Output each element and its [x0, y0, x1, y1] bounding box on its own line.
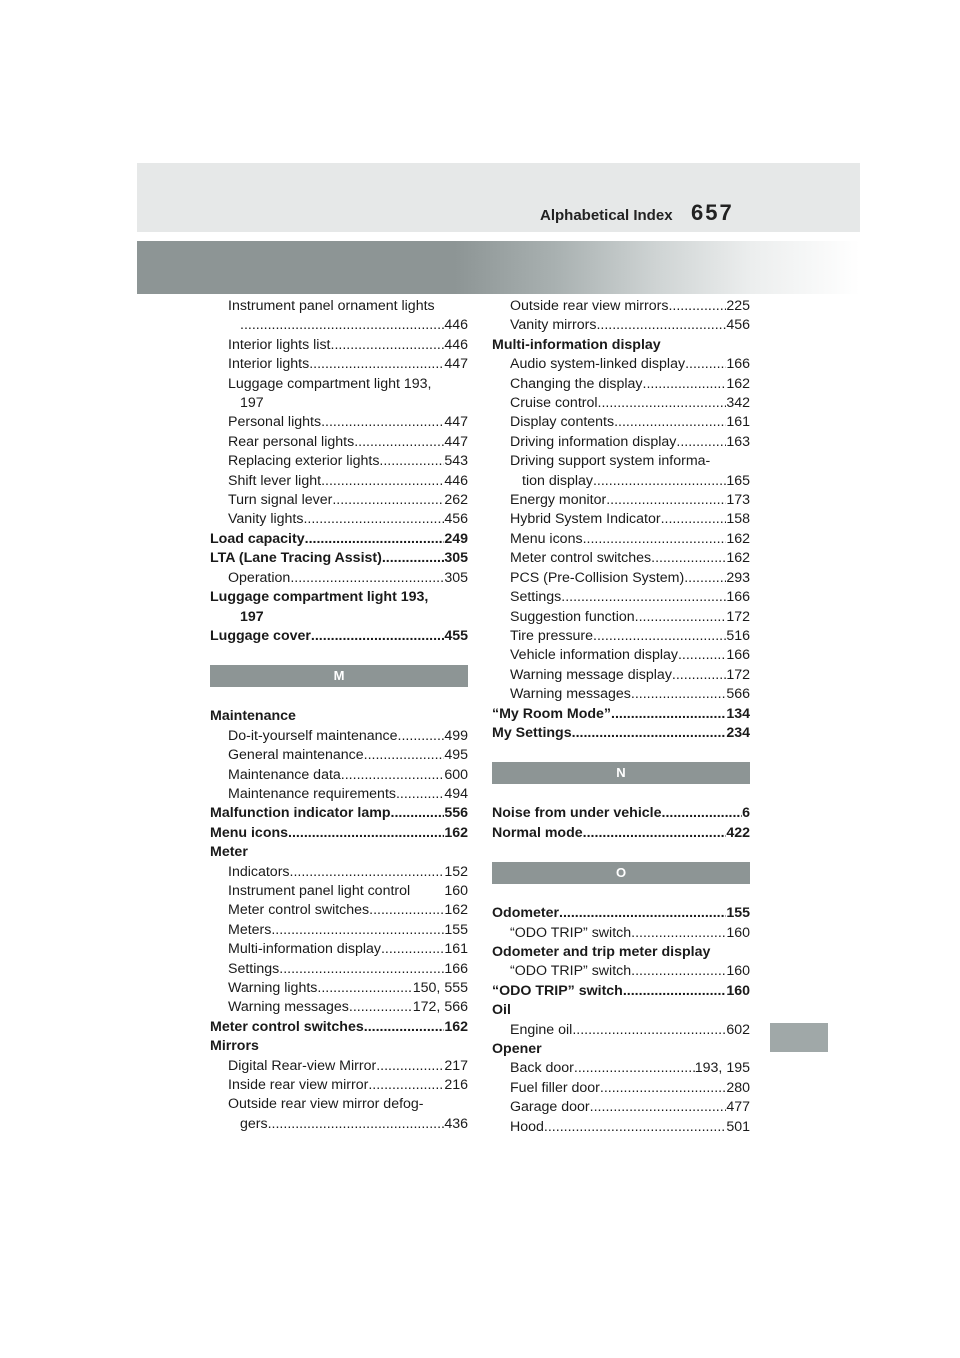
dot-leader — [305, 530, 445, 549]
entry-label: Vehicle information display — [510, 647, 678, 664]
page-ref: 217 — [444, 1057, 468, 1074]
entry-label: Maintenance — [210, 708, 296, 725]
entry-label: Malfunction indicator lamp — [210, 805, 391, 822]
index-entry — [210, 608, 468, 627]
dot-leader — [574, 1059, 695, 1078]
entry-label: Display contents — [510, 414, 615, 431]
entry-label: Fuel filler door — [510, 1079, 600, 1096]
dot-leader — [364, 1018, 445, 1037]
entry-label: Turn signal lever — [228, 492, 333, 509]
entry-label: Do-it-yourself maintenance — [228, 727, 398, 744]
page-number: 657 — [691, 200, 734, 225]
page-ref: 446 — [444, 336, 468, 353]
entry-label: Vanity mirrors — [510, 317, 597, 334]
index-entry — [492, 1001, 750, 1020]
page-ref: 436 — [444, 1115, 468, 1132]
page-ref: 516 — [726, 627, 750, 644]
entry-label: Vanity lights — [228, 511, 304, 528]
index-subentry — [210, 960, 468, 979]
dot-leader — [379, 452, 444, 471]
section-header: N — [492, 762, 750, 784]
entry-label: Warning lights — [228, 980, 318, 996]
dot-leader — [572, 724, 727, 743]
entry-label: Meter control switches — [510, 550, 652, 567]
page-ref: 160 — [726, 963, 750, 980]
entry-label: Inside rear view mirror — [228, 1077, 369, 1094]
dot-leader — [643, 375, 727, 394]
page-ref: 455 — [444, 627, 468, 644]
index-subentry — [492, 316, 750, 335]
page-ref: 163 — [726, 433, 750, 450]
page-ref: 134 — [726, 705, 750, 722]
dot-leader — [311, 627, 444, 646]
page-ref: 193, 195 — [694, 1060, 750, 1077]
entry-label: Outside rear view mirrors — [510, 298, 669, 314]
dot-leader — [391, 804, 445, 823]
page-ref: 262 — [444, 492, 468, 509]
dot-leader — [623, 982, 726, 1001]
index-subentry — [210, 472, 468, 491]
page-ref: 225 — [726, 298, 750, 314]
entry-label: Shift lever light — [228, 472, 322, 489]
index-subentry — [492, 297, 750, 316]
entry-label: Digital Rear-view Mirror — [228, 1057, 377, 1074]
page-ref: 501 — [726, 1118, 750, 1135]
dot-leader — [598, 394, 727, 413]
entry-label: Outside rear view mirror defog- — [228, 1096, 424, 1113]
page-ref: 166 — [726, 647, 750, 664]
index-subentry — [492, 608, 750, 627]
dot-leader — [279, 960, 444, 979]
index-subentry — [210, 491, 468, 510]
index-subentry — [492, 355, 750, 374]
dot-leader — [364, 746, 445, 765]
index-entry — [210, 588, 468, 607]
page-ref: 494 — [444, 785, 468, 802]
dot-leader — [332, 491, 444, 510]
index-entry — [492, 824, 750, 843]
index-subentry — [210, 413, 468, 432]
entry-label: Luggage cover — [210, 627, 311, 644]
entry-label: 197 — [240, 608, 264, 625]
dot-leader — [396, 785, 444, 804]
entry-label: Luggage compartment light 193, — [228, 375, 432, 392]
dot-leader — [376, 1057, 444, 1076]
index-column-right — [492, 297, 750, 1137]
page-ref: 162 — [726, 550, 750, 567]
entry-label: Opener — [492, 1041, 542, 1057]
page-ref: 456 — [444, 511, 468, 528]
dot-leader — [271, 921, 444, 940]
page-ref: 456 — [726, 317, 750, 334]
page-ref: 305 — [444, 569, 468, 586]
dot-leader — [672, 666, 726, 685]
index-subentry — [210, 569, 468, 588]
dot-leader — [572, 1021, 726, 1040]
index-subentry — [210, 785, 468, 804]
entry-label: Warning message display — [510, 666, 672, 683]
index-subentry — [492, 452, 750, 471]
page-ref: 447 — [444, 356, 468, 373]
entry-label: gers — [240, 1115, 268, 1132]
entry-label: Cruise control — [510, 395, 598, 412]
section-header: O — [492, 862, 750, 884]
entry-label: Maintenance requirements — [228, 785, 396, 802]
dot-leader — [309, 355, 444, 374]
page-ref: 6 — [742, 805, 750, 822]
dot-leader — [341, 766, 445, 785]
page-ref: 249 — [444, 530, 468, 547]
entry-label: Luggage compartment light 193, — [210, 589, 429, 606]
entry-label: Menu icons — [210, 824, 289, 841]
index-subentry — [492, 433, 750, 452]
page-ref: 162 — [726, 530, 750, 547]
entry-label: 197 — [240, 395, 264, 412]
page-ref: 173 — [726, 492, 750, 509]
dot-leader — [678, 646, 726, 665]
page-ref: 305 — [444, 550, 468, 567]
index-entry — [210, 707, 468, 726]
entry-label: Garage door — [510, 1099, 590, 1116]
dot-leader — [593, 472, 726, 491]
page-ref: 155 — [726, 905, 750, 922]
dot-leader — [631, 962, 726, 981]
dot-leader — [583, 530, 727, 549]
dot-leader — [662, 804, 743, 823]
index-subentry — [492, 510, 750, 529]
index-entry — [492, 943, 750, 962]
page-ref: 165 — [726, 472, 750, 489]
entry-label: Multi-information display — [492, 336, 661, 353]
dot-leader — [290, 863, 445, 882]
page-ref: 280 — [726, 1079, 750, 1096]
page-ref: 600 — [444, 766, 468, 783]
index-subentry — [492, 394, 750, 413]
entry-label: Load capacity — [210, 530, 305, 547]
dot-leader — [321, 472, 444, 491]
index-subentry — [492, 549, 750, 568]
index-entry — [492, 336, 750, 355]
page-ref: 566 — [726, 686, 750, 703]
page-ref: 342 — [726, 395, 750, 412]
dot-leader — [349, 998, 413, 1017]
index-subentry — [210, 882, 468, 901]
page-ref: 556 — [444, 805, 468, 822]
dot-leader — [631, 924, 726, 943]
index-subentry — [210, 510, 468, 529]
page-ref: 499 — [444, 727, 468, 744]
index-entry — [210, 1037, 468, 1056]
page-ref: 152 — [444, 863, 468, 880]
index-subentry — [492, 666, 750, 685]
entry-label: Warning messages — [228, 999, 349, 1016]
index-subentry — [210, 394, 468, 413]
dot-leader — [354, 433, 444, 452]
index-entry — [210, 530, 468, 549]
section-header: M — [210, 665, 468, 687]
entry-label: General maintenance — [228, 747, 364, 764]
page-ref: 162 — [444, 824, 468, 841]
page-ref: 160 — [726, 982, 750, 999]
index-entry — [492, 705, 750, 724]
entry-label: Tire pressure — [510, 627, 594, 644]
index-entry — [492, 724, 750, 743]
page-ref: 234 — [726, 724, 750, 741]
index-subentry — [492, 1079, 750, 1098]
index-subentry — [492, 1118, 750, 1137]
entry-label: “ODO TRIP” switch — [510, 924, 632, 941]
page-ref: 446 — [444, 472, 468, 489]
dot-leader — [596, 316, 726, 335]
index-entry — [210, 627, 468, 646]
entry-label: Indicators — [228, 863, 290, 880]
page-ref: 162 — [444, 1018, 468, 1035]
page-ref: 543 — [444, 453, 468, 470]
index-subentry — [492, 685, 750, 704]
index-entry — [210, 843, 468, 862]
dot-leader — [676, 433, 726, 452]
page-ref: 216 — [444, 1077, 468, 1094]
dot-leader — [668, 297, 726, 316]
page-ref: 166 — [444, 960, 468, 977]
dot-leader — [593, 627, 726, 646]
index-entry — [210, 549, 468, 568]
index-subentry — [210, 746, 468, 765]
index-subentry — [492, 472, 750, 491]
index-subentry — [210, 921, 468, 940]
index-subentry — [492, 413, 750, 432]
page-ref: 161 — [726, 414, 750, 431]
entry-label: Hood — [510, 1118, 544, 1135]
page-title: Alphabetical Index — [540, 207, 673, 224]
index-subentry — [492, 1021, 750, 1040]
entry-label: “ODO TRIP” switch — [492, 982, 623, 999]
dot-leader — [631, 685, 726, 704]
entry-label: Back door — [510, 1060, 574, 1077]
dot-leader — [382, 549, 444, 568]
entry-label: “ODO TRIP” switch — [510, 963, 632, 980]
dot-leader — [544, 1118, 726, 1137]
page-ref: 293 — [726, 569, 750, 586]
page-ref: 172 — [726, 666, 750, 683]
entry-label: Engine oil — [510, 1021, 573, 1038]
dot-leader — [303, 510, 444, 529]
dot-leader — [290, 569, 444, 588]
dot-leader — [590, 1098, 727, 1117]
entry-label: Noise from under vehicle — [492, 805, 662, 822]
dot-leader — [268, 1115, 445, 1134]
page-ref: 477 — [726, 1099, 750, 1116]
entry-label: Replacing exterior lights — [228, 453, 380, 470]
entry-label: Normal mode — [492, 824, 583, 841]
dot-leader — [368, 1076, 444, 1095]
page-ref: 160 — [444, 882, 468, 899]
index-subentry — [210, 940, 468, 959]
index-subentry — [210, 452, 468, 471]
index-subentry — [210, 766, 468, 785]
dot-leader — [381, 940, 444, 959]
entry-label: Rear personal lights — [228, 433, 355, 450]
dot-leader — [317, 979, 412, 998]
entry-label: “My Room Mode” — [492, 705, 612, 722]
index-subentry — [210, 433, 468, 452]
entry-label: My Settings — [492, 724, 572, 741]
entry-label: Odometer and trip meter display — [492, 943, 711, 960]
index-subentry — [210, 355, 468, 374]
entry-label: Interior lights — [228, 356, 310, 373]
index-subentry — [492, 627, 750, 646]
decorative-gradient-bar — [137, 241, 860, 294]
index-entry — [492, 1040, 750, 1059]
entry-label: Audio system-linked display — [510, 356, 686, 373]
index-subentry — [210, 727, 468, 746]
dot-leader — [685, 355, 726, 374]
entry-label: Hybrid System Indicator — [510, 511, 661, 528]
section-thumb-tab — [770, 1023, 828, 1052]
entry-label: Meter control switches — [228, 902, 370, 919]
entry-label: PCS (Pre-Collision System) — [510, 569, 685, 586]
index-subentry — [210, 1095, 468, 1114]
dot-leader — [559, 904, 726, 923]
index-subentry — [492, 1098, 750, 1117]
page-ref: 150, 555 — [412, 980, 468, 996]
entry-label: Interior lights list — [228, 336, 331, 353]
index-subentry — [492, 375, 750, 394]
page-ref: 447 — [444, 414, 468, 431]
index-entry — [492, 804, 750, 823]
page-ref: 166 — [726, 589, 750, 606]
page-ref: 446 — [444, 317, 468, 334]
dot-leader — [606, 491, 726, 510]
entry-label: Suggestion function — [510, 608, 635, 625]
index-subentry — [210, 863, 468, 882]
entry-label: Driving support system informa- — [510, 453, 711, 470]
dot-leader — [635, 608, 727, 627]
page-ref: 158 — [726, 511, 750, 528]
index-subentry — [492, 588, 750, 607]
entry-label: Energy monitor — [510, 492, 607, 509]
page-ref: 162 — [444, 902, 468, 919]
index-subentry — [492, 1059, 750, 1078]
page-ref: 447 — [444, 433, 468, 450]
index-subentry — [492, 924, 750, 943]
dot-leader — [288, 824, 444, 843]
index-subentry — [492, 491, 750, 510]
index-subentry — [492, 646, 750, 665]
dot-leader — [369, 901, 444, 920]
entry-label: Instrument panel ornament lights — [228, 298, 435, 314]
dot-leader — [611, 705, 726, 724]
index-entry — [210, 824, 468, 843]
index-subentry — [210, 375, 468, 394]
entry-label: Instrument panel light control — [228, 882, 411, 899]
dot-leader — [398, 727, 445, 746]
entry-label: tion display — [522, 472, 593, 489]
dot-leader — [583, 824, 727, 843]
index-subentry — [492, 530, 750, 549]
entry-label: Multi-information display — [228, 941, 381, 958]
entry-label: Oil — [492, 1002, 511, 1019]
entry-label: Changing the display — [510, 375, 643, 392]
entry-label: Meters — [228, 921, 272, 938]
index-entry — [210, 1018, 468, 1037]
dot-leader — [684, 569, 726, 588]
index-subentry — [210, 1115, 468, 1134]
dot-leader — [331, 336, 445, 355]
page-ref: 602 — [726, 1021, 750, 1038]
dot-leader — [561, 588, 726, 607]
dot-leader — [651, 549, 726, 568]
dot-leader — [321, 413, 444, 432]
index-subentry — [492, 962, 750, 981]
page-ref: 160 — [726, 924, 750, 941]
entry-label: Personal lights — [228, 414, 322, 431]
index-subentry — [210, 297, 468, 316]
index-subentry — [210, 901, 468, 920]
page-ref: 166 — [726, 356, 750, 373]
index-subentry — [210, 998, 468, 1017]
index-entry — [492, 904, 750, 923]
entry-label: LTA (Lane Tracing Assist) — [210, 550, 382, 567]
index-subentry — [210, 316, 468, 335]
entry-label: Settings — [228, 960, 280, 977]
entry-label: Odometer — [492, 905, 560, 922]
page-ref: 162 — [726, 375, 750, 392]
entry-label: Driving information display — [510, 433, 677, 450]
index-column-left — [210, 297, 468, 1134]
dot-leader — [614, 413, 726, 432]
index-subentry — [492, 569, 750, 588]
dot-leader — [661, 510, 727, 529]
entry-label: Operation — [228, 569, 291, 586]
entry-label: Settings — [510, 589, 562, 606]
entry-label: Menu icons — [510, 530, 583, 547]
index-subentry — [210, 336, 468, 355]
page-ref: 155 — [444, 921, 468, 938]
index-subentry — [210, 1076, 468, 1095]
index-subentry — [210, 1057, 468, 1076]
index-entry — [492, 982, 750, 1001]
page-ref: 495 — [444, 747, 468, 764]
page-ref: 422 — [726, 824, 750, 841]
page-ref: 172 — [726, 608, 750, 625]
entry-label: Mirrors — [210, 1038, 259, 1055]
index-subentry — [210, 979, 468, 998]
entry-label: Maintenance data — [228, 766, 341, 783]
entry-label: Meter — [210, 844, 248, 861]
dot-leader — [600, 1079, 726, 1098]
header-band — [137, 163, 860, 232]
dot-leader — [240, 316, 444, 335]
page-ref: 172, 566 — [412, 999, 468, 1016]
entry-label: Warning messages — [510, 686, 631, 703]
page-ref: 161 — [444, 941, 468, 958]
index-entry — [210, 804, 468, 823]
entry-label: Meter control switches — [210, 1018, 364, 1035]
